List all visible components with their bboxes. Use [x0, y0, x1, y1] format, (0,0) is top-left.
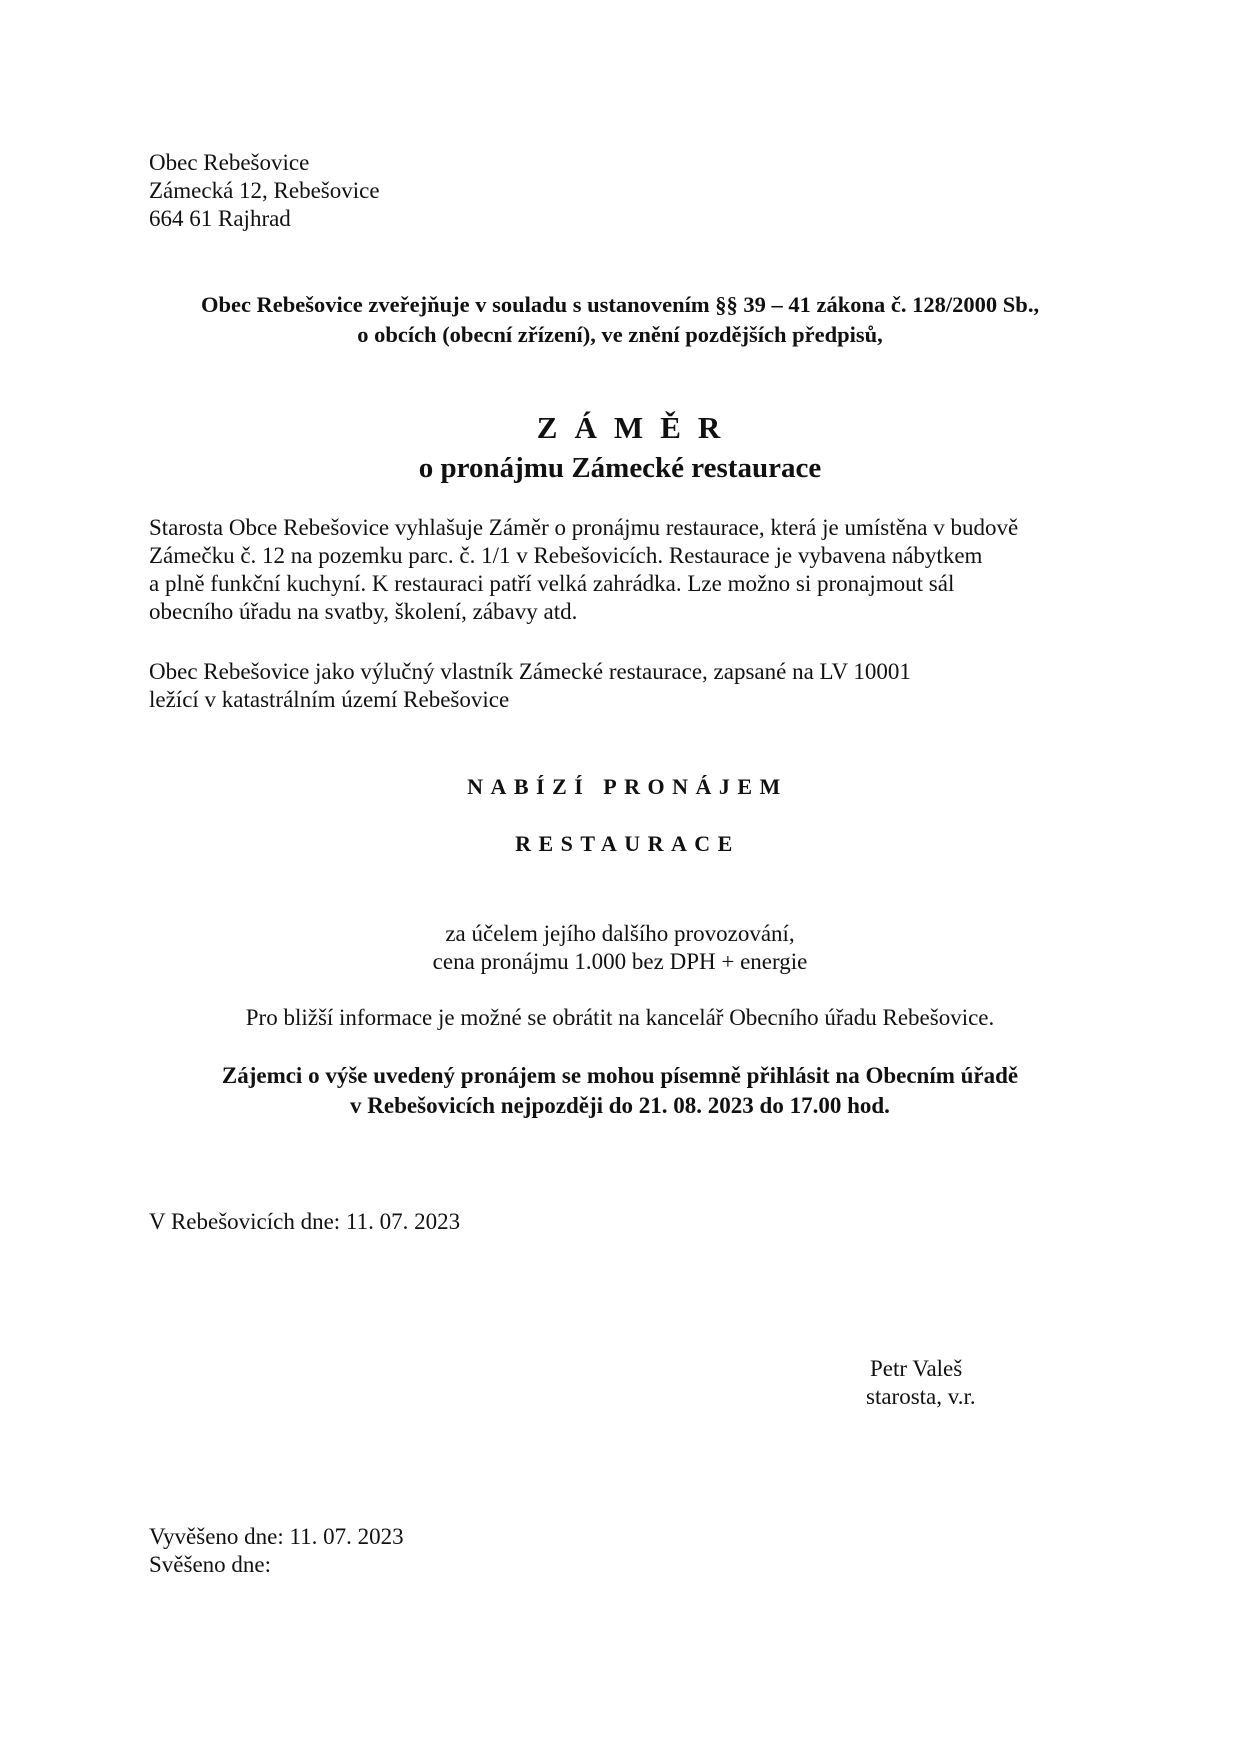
sender-city: 664 61 Rajhrad — [149, 206, 291, 231]
signatory-name: Petr Valeš — [870, 1356, 963, 1381]
description-paragraph — [149, 514, 1018, 626]
deadline-notice — [0, 1061, 1240, 1121]
document-subtitle: o pronájmu Zámecké restaurace — [418, 452, 822, 484]
owner-line-1: Obec Rebešovice jako výlučný vlastník Zámecké restaurace, zapsané na LV 10001 — [149, 659, 911, 684]
description-line-1: Starosta Obce Rebešovice vyhlašuje Záměr o pronájmu restaurace, která je umístěna v budově — [149, 515, 1019, 540]
issue-date: V Rebešovicích dne: 11. 07. 2023 — [149, 1209, 461, 1234]
purpose-paragraph — [0, 920, 1240, 976]
purpose-line-2: cena pronájmu 1.000 bez DPH + energie — [432, 949, 808, 974]
description-line-4: obecního úřadu na svatby, školení, zábavy atd. — [149, 599, 578, 624]
offer-subject: RESTAURACE — [515, 831, 740, 856]
removed-date: Svěšeno dne: — [149, 1552, 272, 1577]
offer-heading: NABÍZÍ PRONÁJEM — [467, 774, 788, 799]
info-line: Pro bližší informace je možné se obrátit na kancelář Obecního úřadu Rebešovice. — [245, 1005, 995, 1030]
purpose-line-1: za účelem jejího dalšího provozování, — [445, 921, 795, 946]
legal-intro-line-2: o obcích (obecní zřízení), ve znění pozdějších předpisů, — [357, 322, 883, 347]
description-line-3: a plně funkční kuchyní. K restauraci patří velká zahrádka. Lze možno si pronajmout sál — [149, 571, 955, 596]
legal-intro-line-1: Obec Rebešovice zveřejňuje v souladu s ustanovením §§ 39 – 41 zákona č. 128/2000 Sb., — [200, 292, 1040, 317]
signatory-role: starosta, v.r. — [866, 1384, 976, 1409]
owner-paragraph — [149, 658, 911, 714]
posting-record — [149, 1523, 404, 1579]
sender-name: Obec Rebešovice — [149, 150, 310, 175]
sender-address — [149, 149, 380, 233]
document-title: ZÁMĚR — [536, 410, 738, 445]
owner-line-2: ležící v katastrálním území Rebešovice — [149, 687, 510, 712]
sender-street: Zámecká 12, Rebešovice — [149, 178, 380, 203]
posted-date: Vyvěšeno dne: 11. 07. 2023 — [149, 1524, 404, 1549]
deadline-line-1: Zájemci o výše uvedený pronájem se mohou písemně přihlásit na Obecním úřadě — [221, 1063, 1019, 1088]
deadline-line-2: v Rebešovicích nejpozději do 21. 08. 2023 do 17.00 hod. — [350, 1093, 890, 1118]
legal-intro — [0, 290, 1240, 350]
signature-block — [866, 1355, 976, 1411]
description-line-2: Zámečku č. 12 na pozemku parc. č. 1/1 v Rebešovicích. Restaurace je vybavena nábytkem — [149, 543, 983, 568]
